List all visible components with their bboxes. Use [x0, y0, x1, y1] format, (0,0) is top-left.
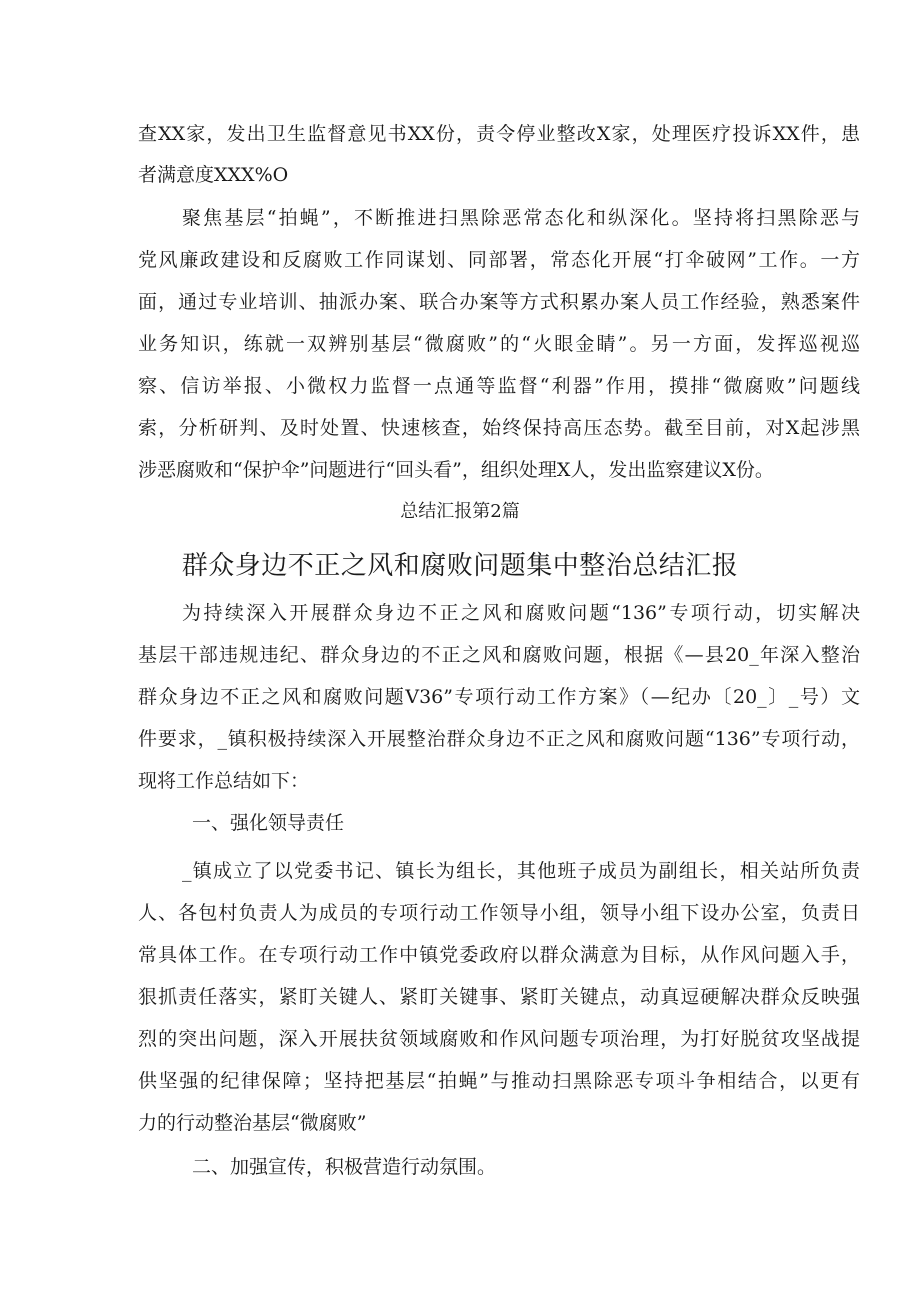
- paragraph-4-line-4: 狠抓责任落实，紧盯关键人、紧盯关键事、紧盯关键点，动真逗硬解决群众反映强: [138, 986, 860, 1008]
- paragraph-4-line-2: 人、各包村负责人为成员的专项行动工作领导小组，领导小组下设办公室，负责日: [138, 902, 860, 924]
- paragraph-3-line-5: 现将工作总结如下：: [138, 770, 310, 792]
- section-label: 总结汇报第2篇: [400, 501, 520, 522]
- paragraph-2-line-5: 察、信访举报、小微权力监督一点通等监督“利器”作用，摸排“微腐败”问题线: [138, 375, 860, 397]
- heading-1: 一、强化领导责任: [192, 812, 345, 834]
- paragraph-2-line-3: 面，通过专业培训、抽派办案、联合办案等方式积累办案人员工作经验，熟悉案件: [138, 291, 860, 313]
- paragraph-4-line-1: _镇成立了以党委书记、镇长为组长，其他班子成员为副组长，相关站所负责: [182, 860, 860, 882]
- paragraph-3-line-3: 群众身边不正之风和腐败问题V36”专项行动工作方案》（—纪办〔20_〕_号）文: [138, 686, 860, 708]
- paragraph-4-line-5: 烈的突出问题，深入开展扶贫领域腐败和作风问题专项治理，为打好脱贫攻坚战提: [138, 1028, 860, 1050]
- paragraph-3-line-1: 为持续深入开展群众身边不正之风和腐败问题“136”专项行动，切实解决: [182, 602, 860, 624]
- paragraph-3-line-4: 件要求，_镇积极持续深入开展整治群众身边不正之风和腐败问题“136”专项行动，: [138, 728, 860, 750]
- paragraph-2-line-1: 聚焦基层“拍蝇”，不断推进扫黑除恶常态化和纵深化。坚持将扫黑除恶与: [182, 207, 860, 229]
- paragraph-4-line-6: 供坚强的纪律保障；坚持把基层“拍蝇”与推动扫黑除恶专项斗争相结合，以更有: [138, 1070, 860, 1092]
- document-title: 群众身边不正之风和腐败问题集中整治总结汇报: [181, 551, 739, 581]
- paragraph-1-line-2: 者满意度XXX%O: [138, 164, 289, 186]
- paragraph-2-line-7: 涉恶腐败和“保护伞”问题进行“回头看”，组织处理X人，发出监察建议X份。: [138, 459, 774, 481]
- paragraph-3-line-2: 基层干部违规违纪、群众身边的不正之风和腐败问题，根据《—县20_年深入整治: [138, 644, 860, 666]
- paragraph-2-line-4: 业务知识，练就一双辨别基层“微腐败”的“火眼金睛”。另一方面，发挥巡视巡: [138, 333, 860, 355]
- paragraph-4-line-3: 常具体工作。在专项行动工作中镇党委政府以群众满意为目标，从作风问题入手，: [138, 944, 860, 966]
- heading-2: 二、加强宣传，积极营造行动氛围。: [192, 1156, 497, 1178]
- paragraph-2-line-6: 索，分析研判、及时处置、快速核查，始终保持高压态势。截至目前，对X起涉黑: [138, 417, 860, 439]
- paragraph-4-line-7: 力的行动整治基层“微腐败”: [138, 1112, 367, 1134]
- paragraph-1-line-1: 查XX家，发出卫生监督意见书XX份，责令停业整改X家，处理医疗投诉XX件，患: [138, 123, 860, 145]
- paragraph-2-line-2: 党风廉政建设和反腐败工作同谋划、同部署，常态化开展“打伞破网”工作。一方: [138, 249, 860, 271]
